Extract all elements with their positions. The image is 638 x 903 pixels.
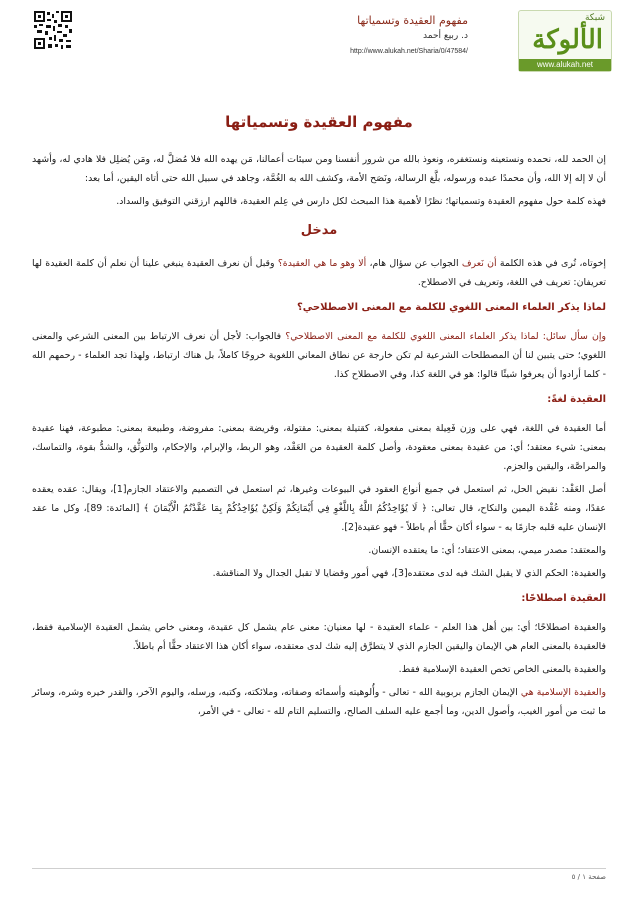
page-header — [0, 0, 638, 80]
islamic-body: الإيمان الجازم بربوبية الله - تعالى - وأُلوهيته وأسمائه وصفاته، وملائكته، وكتبه، ورسله، واليوم الآخر، والقدر خيره وشره، وسائر ما ثبت من أمور الغيب، وأصول الدين، وما أجمع عليه السلف الصالح، والتسليم التام لله - تعالى - في الأمر، — [32, 687, 606, 717]
footer-divider — [32, 868, 606, 869]
lugha-paragraph: أما العقيدة في اللغة، فهي على وزن فَعِيلة بمعنى مفعولة، كقتيلة بمعنى: مقتولة، وفريضة بمعنى: مفروضة، وطبيعة بمعنى: مطبوعة، فهنا عقيدة بمعنى: شيء معتقد؛ أي: من عقيدة بمعنى معقودة، وأصل كلمة العقيدة من العَقْد، وهو الربط، والإبرام، والإحكام، والتوثُّق، والشدُّ بقوة، والتماسك، والمراصَّة، واليقين والجزم. — [32, 423, 606, 472]
why-paragraph — [32, 327, 606, 384]
lugha-paragraph: والعقيدة: الحكم الذي لا يقبل الشك فيه لدى معتقده[3]، فهي أمور وقضايا لا تقبل الجدال ولا المناقشة. — [212, 568, 606, 579]
section-title-madkhal: مدخل — [300, 223, 338, 238]
madkhal-q2: ألا وهو ما هي العقيدة؟ — [277, 258, 367, 269]
madkhal-rest: وقبل أن نعرف العقيدة ينبغي علينا أن نعلم أن كلمة العقيدة لها تعريفان: تعريف في اللغة، وتعريف في الاصطلاح. — [32, 258, 606, 288]
istilah-heading: العقيدة اصطلاحًا: — [521, 593, 606, 604]
istilah-paragraph: والعقيدة بالمعنى الخاص تخص العقيدة الإسلامية فقط. — [398, 664, 606, 675]
madkhal-lead: إخوتاه، تُرى في هذه الكلمة — [499, 258, 607, 269]
header-article-link[interactable]: http://www.alukah.net/Sharia/0/47584/ — [350, 48, 468, 55]
lugha-paragraph: والمعتقد: مصدر ميمي، بمعنى الاعتقاد؛ أي: ما يعتقده الإنسان. — [368, 545, 606, 556]
why-heading: لماذا يذكر العلماء المعنى اللغوي للكلمة مع المعنى الاصطلاحي؟ — [297, 302, 606, 313]
intro-paragraph: فهذه كلمة حول مفهوم العقيدة وتسمياتها؛ نظرًا لأهمية هذا المبحث لكل دارس في عِلم العقيدة، فاللهم ارزقني التوفيق والسداد. — [116, 196, 606, 207]
header-doc-title: مفهوم العقيدة وتسمياتها — [357, 14, 468, 27]
alukah-logo — [518, 10, 612, 72]
header-author: د. ربيع أحمد — [423, 31, 468, 41]
article-body — [32, 150, 606, 725]
logo-url: www.alukah.net — [519, 59, 611, 71]
istilah-paragraph: والعقيدة اصطلاحًا؛ أي: بين أهل هذا العلم - علماء العقيدة - لها معنيان: معنى عام يشمل كل عقيدة، ومعنى خاص يشمل العقيدة الإسلامية فقط، فالعقيدة بالمعنى العام هي الإيمان واليقين الجازم الذي لا يتطرَّق إليه شك لدى معتقده، سواء أكان هذا الاعتقاد حقًّا أم باطلاً. — [32, 622, 606, 652]
madkhal-paragraph — [32, 254, 606, 292]
qr-code-icon — [33, 10, 73, 50]
why-body: فالجواب: لأجل أن نعرف الارتباط بين المعنى الشرعي والمعنى اللغوي؛ حتى يتبين لنا أن المصطلحات الشرعية لم تكن خارجة عن نطاق المعاني اللغوية خروجًا كاملاً، بل هناك ارتباط، ولهذا تجد العلماء - رحمهم الله - كلما أرادوا أن يعرفوا شيئًا قالوا: هو في اللغة كذا، وفي الاصطلاح كذا. — [32, 331, 606, 380]
logo-caption: شبكة — [584, 13, 605, 23]
intro-paragraph: إن الحمد لله، نحمده ونستعينه ونستغفره، ونعوذ بالله من شرور أنفسنا ومن سيئات أعمالنا، مَن يهده الله فلا مُضلَّ له، ومَن يُضلِل فلا هادي له، وأشهد أن لا إله إلا الله، وأن محمدًا عبده ورسوله، بلَّغ الرسالة، ونَصَح الأمة، وكشف الله به الغُمَّة، وجاهد في سبيل الله حتى أتاه اليقين، أما بعد: — [32, 154, 606, 184]
lugha-paragraph: أصل العَقْد: نقيض الحل، ثم استعمل في جميع أنواع العقود في البيوعات وغيرها، ثم استعمل في التصميم والاعتقاد الجازم[1]، ويقال: عقده يعقده عقدًا، ومنه عُقْدة اليمين والنكاح، قال تعالى: ﴿ لَا يُؤَاخِذُكُمُ اللَّهُ بِاللَّغْوِ فِي أَيْمَانِكُمْ وَلَكِنْ يُؤَاخِذُكُمْ بِمَا عَقَّدْتُمُ الْأَيْمَانَ ﴾ [المائدة: 89]، وكل ما عقد الإنسان عليه قلبه جازمًا به - سواء أكان حقًّا أم باطلاً - فهو عقيدة[2]. — [32, 484, 606, 533]
lugha-heading: العقيدة لغةً: — [547, 394, 606, 405]
islamic-lead: والعقيدة الإسلامية هي — [520, 687, 606, 698]
madkhal-q1: أن نَعرف — [461, 258, 497, 269]
logo-wordmark: الألوكة — [532, 25, 603, 55]
page-title: مفهوم العقيدة وتسمياتها — [225, 113, 413, 131]
why-question: لماذا يذكر العلماء المعنى اللغوي للكلمة مع المعنى الاصطلاحي؟ — [285, 331, 539, 342]
madkhal-q1-rest: الجواب عن سؤال هام، — [369, 258, 459, 269]
why-lead: وإن سأل سائل: — [542, 331, 606, 342]
islamic-aqeedah-paragraph — [32, 683, 606, 721]
page-number: صفحة ١ / ٥ — [571, 873, 606, 881]
